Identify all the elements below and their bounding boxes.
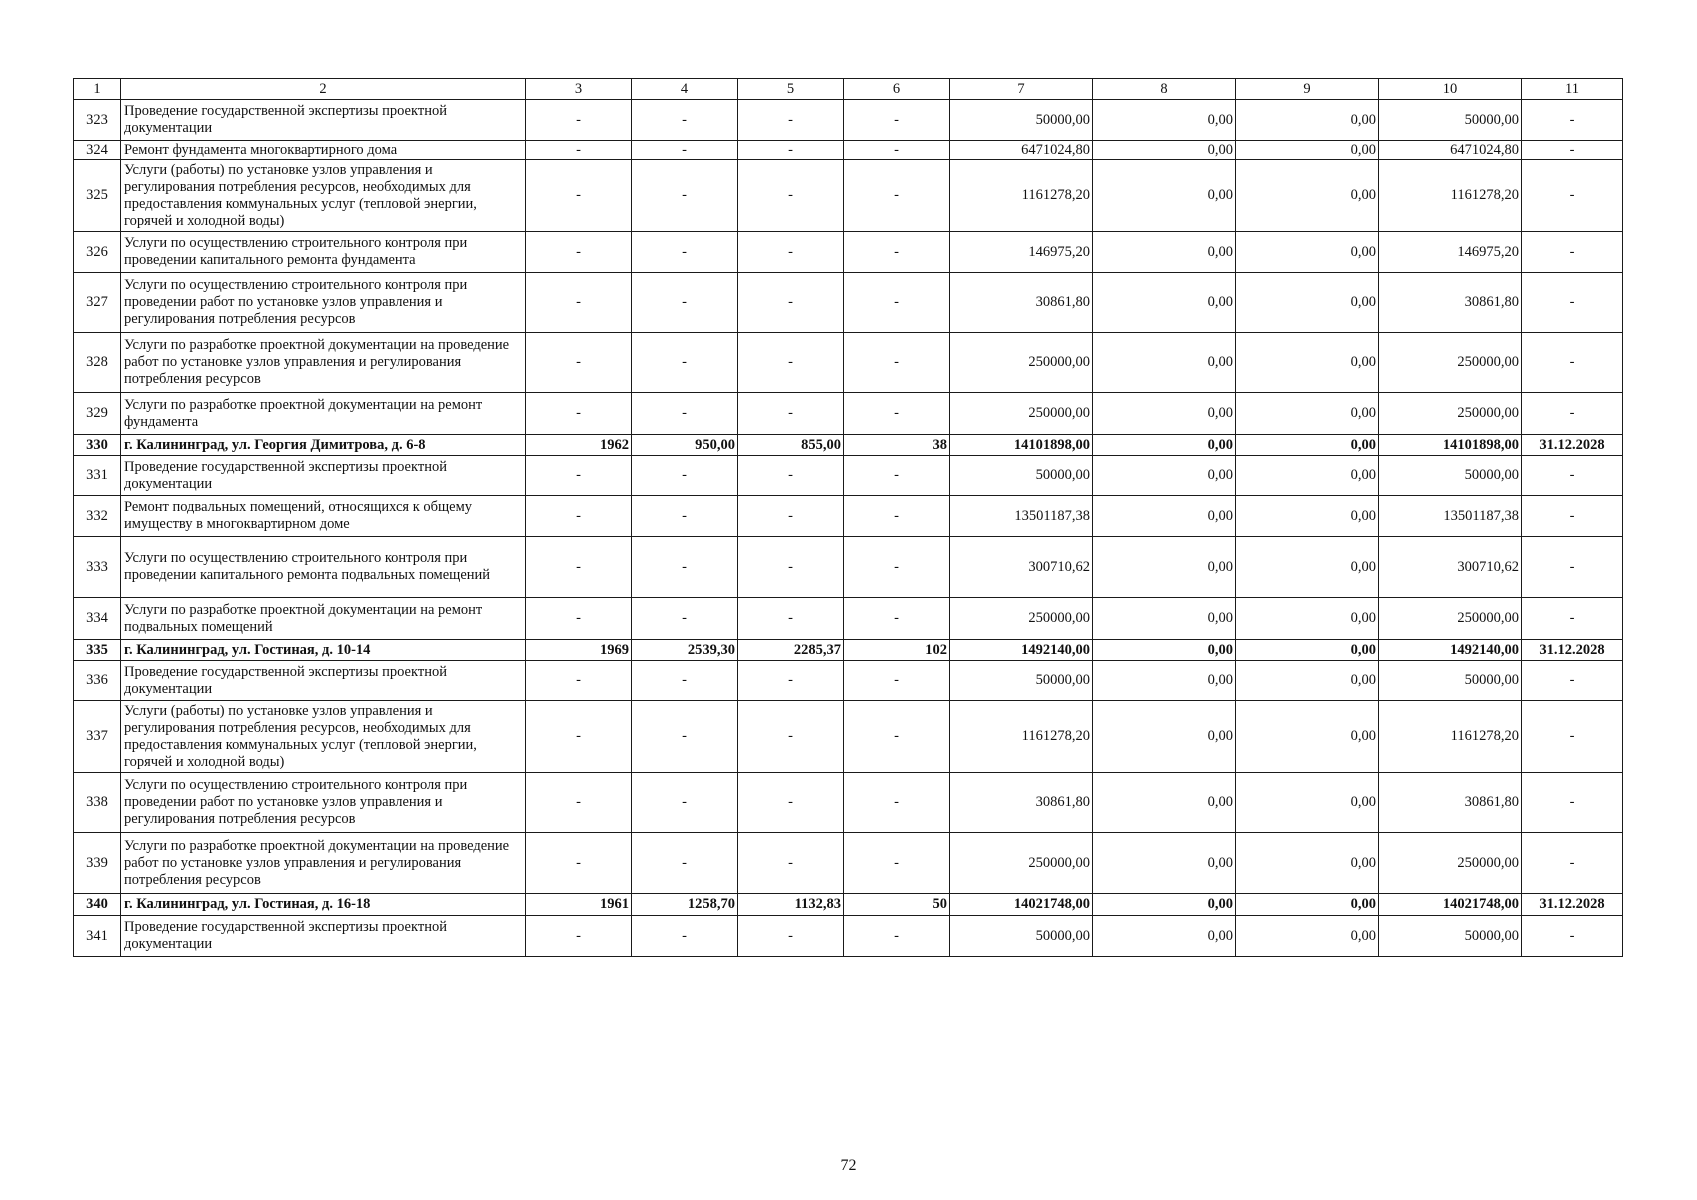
col-4-cell: -	[632, 232, 738, 273]
row-number: 325	[74, 160, 121, 232]
col-4-cell: -	[632, 701, 738, 773]
col-6-cell: 102	[844, 640, 950, 661]
table-row	[74, 435, 1623, 456]
header-cell: 10	[1379, 79, 1522, 100]
col-10-cell: 250000,00	[1379, 833, 1522, 894]
col-5-cell: 2285,37	[738, 640, 844, 661]
col-10-cell: 50000,00	[1379, 916, 1522, 957]
col-8-cell: 0,00	[1093, 232, 1236, 273]
row-name: Услуги (работы) по установке узлов управления и регулирования потребления ресурсов, необходимых для предоставления коммунальных услуг (тепловой энергии, горячей и холодной воды)	[121, 701, 526, 773]
col-9-cell: 0,00	[1236, 537, 1379, 598]
row-name: Проведение государственной экспертизы проектной документации	[121, 916, 526, 957]
col-8-cell: 0,00	[1093, 273, 1236, 333]
col-6-cell: -	[844, 333, 950, 393]
col-9-cell: 0,00	[1236, 773, 1379, 833]
col-4-cell: -	[632, 141, 738, 160]
col-9-cell: 0,00	[1236, 640, 1379, 661]
table-row	[74, 141, 1623, 160]
col-3-cell: -	[526, 333, 632, 393]
col-8-cell: 0,00	[1093, 435, 1236, 456]
col-4-cell: 1258,70	[632, 894, 738, 916]
row-name: Услуги по разработке проектной документации на проведение работ по установке узлов управления и регулирования потребления ресурсов	[121, 833, 526, 894]
col-4-cell: -	[632, 273, 738, 333]
col-6-cell: -	[844, 232, 950, 273]
col-5-cell: -	[738, 773, 844, 833]
col-4-cell: 950,00	[632, 435, 738, 456]
col-11-cell: -	[1522, 916, 1623, 957]
row-number: 335	[74, 640, 121, 661]
table-row	[74, 701, 1623, 773]
row-number: 323	[74, 100, 121, 141]
col-3-cell: -	[526, 100, 632, 141]
col-11-cell: -	[1522, 833, 1623, 894]
header-cell: 11	[1522, 79, 1623, 100]
col-9-cell: 0,00	[1236, 598, 1379, 640]
col-6-cell: -	[844, 160, 950, 232]
col-4-cell: -	[632, 160, 738, 232]
row-name: Проведение государственной экспертизы проектной документации	[121, 661, 526, 701]
col-6-cell: -	[844, 701, 950, 773]
header-cell: 5	[738, 79, 844, 100]
row-number: 331	[74, 456, 121, 496]
col-10-cell: 14021748,00	[1379, 894, 1522, 916]
col-9-cell: 0,00	[1236, 232, 1379, 273]
col-8-cell: 0,00	[1093, 701, 1236, 773]
col-3-cell: -	[526, 833, 632, 894]
row-name: Проведение государственной экспертизы проектной документации	[121, 100, 526, 141]
col-5-cell: -	[738, 496, 844, 537]
col-8-cell: 0,00	[1093, 160, 1236, 232]
row-name: Ремонт подвальных помещений, относящихся к общему имуществу в многоквартирном доме	[121, 496, 526, 537]
col-11-cell: -	[1522, 701, 1623, 773]
col-11-cell: -	[1522, 100, 1623, 141]
col-10-cell: 1492140,00	[1379, 640, 1522, 661]
col-4-cell: -	[632, 537, 738, 598]
col-8-cell: 0,00	[1093, 456, 1236, 496]
row-number: 333	[74, 537, 121, 598]
col-8-cell: 0,00	[1093, 100, 1236, 141]
row-name: Услуги (работы) по установке узлов управления и регулирования потребления ресурсов, необходимых для предоставления коммунальных услуг (тепловой энергии, горячей и холодной воды)	[121, 160, 526, 232]
col-6-cell: -	[844, 456, 950, 496]
col-10-cell: 250000,00	[1379, 393, 1522, 435]
col-10-cell: 1161278,20	[1379, 701, 1522, 773]
col-9-cell: 0,00	[1236, 916, 1379, 957]
col-8-cell: 0,00	[1093, 333, 1236, 393]
col-3-cell: 1962	[526, 435, 632, 456]
col-9-cell: 0,00	[1236, 661, 1379, 701]
col-9-cell: 0,00	[1236, 273, 1379, 333]
col-3-cell: -	[526, 496, 632, 537]
row-number: 332	[74, 496, 121, 537]
col-6-cell: -	[844, 393, 950, 435]
table-header-row	[74, 79, 1623, 100]
col-6-cell: -	[844, 141, 950, 160]
col-10-cell: 30861,80	[1379, 773, 1522, 833]
row-number: 330	[74, 435, 121, 456]
col-9-cell: 0,00	[1236, 833, 1379, 894]
col-10-cell: 250000,00	[1379, 598, 1522, 640]
col-5-cell: -	[738, 273, 844, 333]
col-6-cell: -	[844, 833, 950, 894]
header-cell: 3	[526, 79, 632, 100]
col-7-cell: 1161278,20	[950, 160, 1093, 232]
col-3-cell: -	[526, 160, 632, 232]
col-7-cell: 30861,80	[950, 273, 1093, 333]
col-11-cell: -	[1522, 773, 1623, 833]
col-5-cell: -	[738, 333, 844, 393]
col-7-cell: 50000,00	[950, 661, 1093, 701]
col-6-cell: 50	[844, 894, 950, 916]
col-8-cell: 0,00	[1093, 496, 1236, 537]
col-6-cell: -	[844, 661, 950, 701]
col-3-cell: -	[526, 456, 632, 496]
col-7-cell: 250000,00	[950, 333, 1093, 393]
col-7-cell: 1161278,20	[950, 701, 1093, 773]
row-number: 338	[74, 773, 121, 833]
col-11-cell: -	[1522, 661, 1623, 701]
col-11-cell: -	[1522, 160, 1623, 232]
row-number: 324	[74, 141, 121, 160]
col-10-cell: 300710,62	[1379, 537, 1522, 598]
col-3-cell: -	[526, 232, 632, 273]
col-4-cell: -	[632, 661, 738, 701]
col-4-cell: -	[632, 916, 738, 957]
col-4-cell: -	[632, 833, 738, 894]
col-3-cell: 1961	[526, 894, 632, 916]
col-7-cell: 14101898,00	[950, 435, 1093, 456]
col-7-cell: 13501187,38	[950, 496, 1093, 537]
row-number: 336	[74, 661, 121, 701]
col-11-cell: -	[1522, 141, 1623, 160]
col-8-cell: 0,00	[1093, 661, 1236, 701]
page-number: 72	[840, 1157, 857, 1174]
table-row	[74, 160, 1623, 232]
header-cell: 7	[950, 79, 1093, 100]
col-11-cell: -	[1522, 537, 1623, 598]
col-7-cell: 50000,00	[950, 916, 1093, 957]
row-number: 329	[74, 393, 121, 435]
col-6-cell: -	[844, 100, 950, 141]
col-6-cell: -	[844, 496, 950, 537]
col-3-cell: -	[526, 537, 632, 598]
col-10-cell: 6471024,80	[1379, 141, 1522, 160]
table-row	[74, 894, 1623, 916]
col-11-cell: -	[1522, 333, 1623, 393]
col-7-cell: 14021748,00	[950, 894, 1093, 916]
col-9-cell: 0,00	[1236, 435, 1379, 456]
row-name: Услуги по разработке проектной документации на проведение работ по установке узлов управления и регулирования потребления ресурсов	[121, 333, 526, 393]
col-9-cell: 0,00	[1236, 141, 1379, 160]
col-7-cell: 250000,00	[950, 393, 1093, 435]
col-7-cell: 50000,00	[950, 456, 1093, 496]
col-4-cell: -	[632, 456, 738, 496]
table-row	[74, 537, 1623, 598]
col-4-cell: -	[632, 393, 738, 435]
table-row	[74, 916, 1623, 957]
table-row	[74, 273, 1623, 333]
table-body	[74, 79, 1623, 957]
col-5-cell: -	[738, 160, 844, 232]
col-4-cell: -	[632, 773, 738, 833]
col-8-cell: 0,00	[1093, 537, 1236, 598]
col-7-cell: 146975,20	[950, 232, 1093, 273]
table-row	[74, 456, 1623, 496]
col-5-cell: -	[738, 232, 844, 273]
header-cell: 6	[844, 79, 950, 100]
col-8-cell: 0,00	[1093, 640, 1236, 661]
col-8-cell: 0,00	[1093, 833, 1236, 894]
col-3-cell: 1969	[526, 640, 632, 661]
col-9-cell: 0,00	[1236, 393, 1379, 435]
data-table	[73, 78, 1623, 957]
row-number: 337	[74, 701, 121, 773]
col-10-cell: 50000,00	[1379, 456, 1522, 496]
col-4-cell: -	[632, 598, 738, 640]
row-name: г. Калининград, ул. Георгия Димитрова, д. 6-8	[121, 435, 526, 456]
col-7-cell: 300710,62	[950, 537, 1093, 598]
col-5-cell: -	[738, 456, 844, 496]
col-4-cell: 2539,30	[632, 640, 738, 661]
table-row	[74, 393, 1623, 435]
col-11-cell: -	[1522, 496, 1623, 537]
col-8-cell: 0,00	[1093, 894, 1236, 916]
col-8-cell: 0,00	[1093, 141, 1236, 160]
row-name: г. Калининград, ул. Гостиная, д. 10-14	[121, 640, 526, 661]
col-4-cell: -	[632, 100, 738, 141]
row-name: Услуги по осуществлению строительного контроля при проведении работ по установке узлов управления и регулирования потребления ресурсов	[121, 773, 526, 833]
row-name: Услуги по осуществлению строительного контроля при проведении работ по установке узлов управления и регулирования потребления ресурсов	[121, 273, 526, 333]
row-name: Услуги по осуществлению строительного контроля при проведении капитального ремонта фундамента	[121, 232, 526, 273]
col-3-cell: -	[526, 598, 632, 640]
col-10-cell: 50000,00	[1379, 661, 1522, 701]
col-5-cell: -	[738, 833, 844, 894]
col-9-cell: 0,00	[1236, 160, 1379, 232]
col-3-cell: -	[526, 661, 632, 701]
col-11-cell: -	[1522, 393, 1623, 435]
col-10-cell: 30861,80	[1379, 273, 1522, 333]
row-number: 339	[74, 833, 121, 894]
col-6-cell: -	[844, 916, 950, 957]
header-cell: 2	[121, 79, 526, 100]
col-3-cell: -	[526, 273, 632, 333]
row-name: Проведение государственной экспертизы проектной документации	[121, 456, 526, 496]
header-cell: 8	[1093, 79, 1236, 100]
col-10-cell: 13501187,38	[1379, 496, 1522, 537]
row-name: Услуги по разработке проектной документации на ремонт подвальных помещений	[121, 598, 526, 640]
col-10-cell: 14101898,00	[1379, 435, 1522, 456]
header-cell: 1	[74, 79, 121, 100]
col-5-cell: -	[738, 916, 844, 957]
col-10-cell: 50000,00	[1379, 100, 1522, 141]
col-5-cell: -	[738, 661, 844, 701]
col-4-cell: -	[632, 333, 738, 393]
row-name: г. Калининград, ул. Гостиная, д. 16-18	[121, 894, 526, 916]
header-cell: 4	[632, 79, 738, 100]
col-7-cell: 50000,00	[950, 100, 1093, 141]
col-9-cell: 0,00	[1236, 100, 1379, 141]
col-11-cell: 31.12.2028	[1522, 894, 1623, 916]
col-7-cell: 1492140,00	[950, 640, 1093, 661]
col-11-cell: -	[1522, 598, 1623, 640]
col-10-cell: 146975,20	[1379, 232, 1522, 273]
col-9-cell: 0,00	[1236, 333, 1379, 393]
col-8-cell: 0,00	[1093, 773, 1236, 833]
col-9-cell: 0,00	[1236, 701, 1379, 773]
row-number: 327	[74, 273, 121, 333]
table-row	[74, 773, 1623, 833]
table-row	[74, 496, 1623, 537]
table-row	[74, 833, 1623, 894]
col-7-cell: 6471024,80	[950, 141, 1093, 160]
header-cell: 9	[1236, 79, 1379, 100]
col-3-cell: -	[526, 141, 632, 160]
col-11-cell: -	[1522, 456, 1623, 496]
col-6-cell: -	[844, 598, 950, 640]
row-number: 341	[74, 916, 121, 957]
col-3-cell: -	[526, 393, 632, 435]
col-7-cell: 250000,00	[950, 598, 1093, 640]
col-5-cell: -	[738, 701, 844, 773]
col-6-cell: -	[844, 273, 950, 333]
col-3-cell: -	[526, 916, 632, 957]
col-5-cell: -	[738, 393, 844, 435]
col-5-cell: 1132,83	[738, 894, 844, 916]
col-11-cell: 31.12.2028	[1522, 640, 1623, 661]
col-5-cell: -	[738, 100, 844, 141]
row-number: 340	[74, 894, 121, 916]
col-8-cell: 0,00	[1093, 598, 1236, 640]
table-row	[74, 640, 1623, 661]
col-9-cell: 0,00	[1236, 894, 1379, 916]
row-name: Услуги по разработке проектной документации на ремонт фундамента	[121, 393, 526, 435]
col-9-cell: 0,00	[1236, 496, 1379, 537]
col-3-cell: -	[526, 701, 632, 773]
table-row	[74, 232, 1623, 273]
col-11-cell: -	[1522, 232, 1623, 273]
col-5-cell: 855,00	[738, 435, 844, 456]
table-row	[74, 100, 1623, 141]
col-5-cell: -	[738, 141, 844, 160]
col-11-cell: 31.12.2028	[1522, 435, 1623, 456]
col-5-cell: -	[738, 598, 844, 640]
col-6-cell: -	[844, 537, 950, 598]
col-6-cell: 38	[844, 435, 950, 456]
row-number: 334	[74, 598, 121, 640]
col-10-cell: 250000,00	[1379, 333, 1522, 393]
table-row	[74, 333, 1623, 393]
col-10-cell: 1161278,20	[1379, 160, 1522, 232]
col-5-cell: -	[738, 537, 844, 598]
table-row	[74, 598, 1623, 640]
col-7-cell: 250000,00	[950, 833, 1093, 894]
row-name: Ремонт фундамента многоквартирного дома	[121, 141, 526, 160]
col-4-cell: -	[632, 496, 738, 537]
row-number: 328	[74, 333, 121, 393]
row-name: Услуги по осуществлению строительного контроля при проведении капитального ремонта подвальных помещений	[121, 537, 526, 598]
col-8-cell: 0,00	[1093, 916, 1236, 957]
col-9-cell: 0,00	[1236, 456, 1379, 496]
table-row	[74, 661, 1623, 701]
col-6-cell: -	[844, 773, 950, 833]
col-3-cell: -	[526, 773, 632, 833]
col-7-cell: 30861,80	[950, 773, 1093, 833]
col-11-cell: -	[1522, 273, 1623, 333]
col-8-cell: 0,00	[1093, 393, 1236, 435]
row-number: 326	[74, 232, 121, 273]
